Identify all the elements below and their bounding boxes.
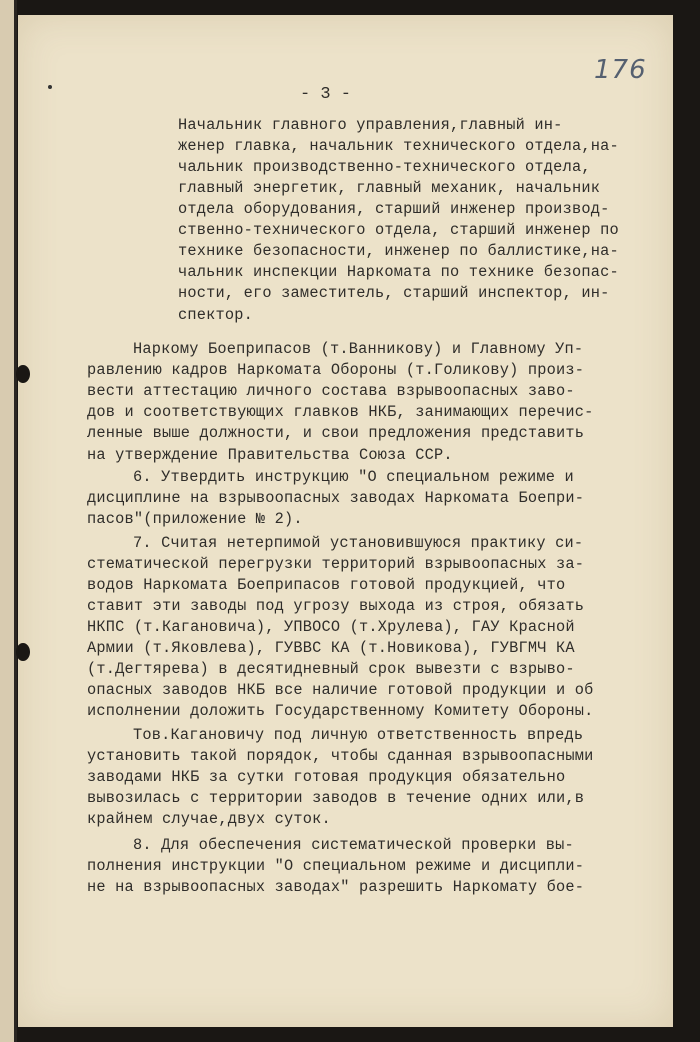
- text-line: (т.Дегтярева) в десятидневный срок вывезти с взрыво-: [87, 660, 575, 678]
- page-number: - 3 -: [300, 85, 352, 104]
- text-line: ставит эти заводы под угрозу выхода из строя, обязать: [87, 597, 585, 615]
- text-line: главный энергетик, главный механик, начальник: [178, 179, 601, 197]
- text-line: чальник инспекции Наркомата по технике безопас-: [178, 263, 619, 281]
- text-line: Начальник главного управления,главный ин-: [178, 116, 563, 134]
- text-line: установить такой порядок, чтобы сданная взрывоопасными: [87, 747, 594, 765]
- text-line: заводами НКБ за сутки готовая продукция обязательно: [87, 768, 566, 786]
- adjacent-page-edge: [0, 0, 17, 1042]
- text-line: женер главка, начальник технического отдела,на-: [178, 137, 619, 155]
- text-line: ности, его заместитель, старший инспектор, ин-: [178, 284, 610, 302]
- archive-sheet-number: 176: [594, 55, 647, 85]
- margin-dot: [48, 85, 52, 89]
- document-page: [18, 15, 673, 1027]
- text-line: ленные выше должности, и свои предложения представить: [87, 424, 585, 442]
- text-line: опасных заводов НКБ все наличие готовой продукции и об: [87, 681, 594, 699]
- text-line: ственно-технического отдела, старший инженер по: [178, 221, 619, 239]
- text-line: вести аттестацию личного состава взрывоопасных заво-: [87, 382, 575, 400]
- text-line: 7. Считая нетерпимой установившуюся практику си-: [133, 534, 584, 552]
- text-line: Армии (т.Яковлева), ГУВВС КА (т.Новикова), ГУВГМЧ КА: [87, 639, 575, 657]
- text-line: чальник производственно-технического отдела,: [178, 158, 591, 176]
- text-line: полнения инструкции "О специальном режиме и дисципли-: [87, 857, 585, 875]
- text-line: исполнении доложить Государственному Комитету Обороны.: [87, 702, 594, 720]
- text-line: 6. Утвердить инструкцию "О специальном режиме и: [133, 468, 574, 486]
- text-line: пасов"(приложение № 2).: [87, 510, 303, 528]
- text-line: 8. Для обеспечения систематической проверки вы-: [133, 836, 574, 854]
- text-line: стематической перегрузки территорий взрывоопасных за-: [87, 555, 585, 573]
- binder-hole-top: [16, 365, 30, 383]
- text-line: дисциплине на взрывоопасных заводах Наркомата Боепри-: [87, 489, 585, 507]
- text-line: НКПС (т.Кагановича), УПВОСО (т.Хрулева), ГАУ Красной: [87, 618, 575, 636]
- text-line: спектор.: [178, 306, 254, 324]
- text-line: крайнем случае,двух суток.: [87, 810, 331, 828]
- text-line: Тов.Кагановичу под личную ответственность впредь: [133, 726, 584, 744]
- text-line: равлению кадров Наркомата Обороны (т.Голикову) произ-: [87, 361, 585, 379]
- text-line: технике безопасности, инженер по баллистике,на-: [178, 242, 619, 260]
- text-line: вывозилась с территории заводов в течение одних или,в: [87, 789, 585, 807]
- text-line: Наркому Боеприпасов (т.Ванникову) и Главному Уп-: [133, 340, 584, 358]
- text-line: дов и соответствующих главков НКБ, занимающих перечис-: [87, 403, 594, 421]
- text-line: отдела оборудования, старший инженер производ-: [178, 200, 610, 218]
- text-line: на утверждение Правительства Союза ССР.: [87, 446, 453, 464]
- text-line: не на взрывоопасных заводах" разрешить Наркомату бое-: [87, 878, 585, 896]
- binder-hole-bottom: [16, 643, 30, 661]
- text-line: водов Наркомата Боеприпасов готовой продукцией, что: [87, 576, 566, 594]
